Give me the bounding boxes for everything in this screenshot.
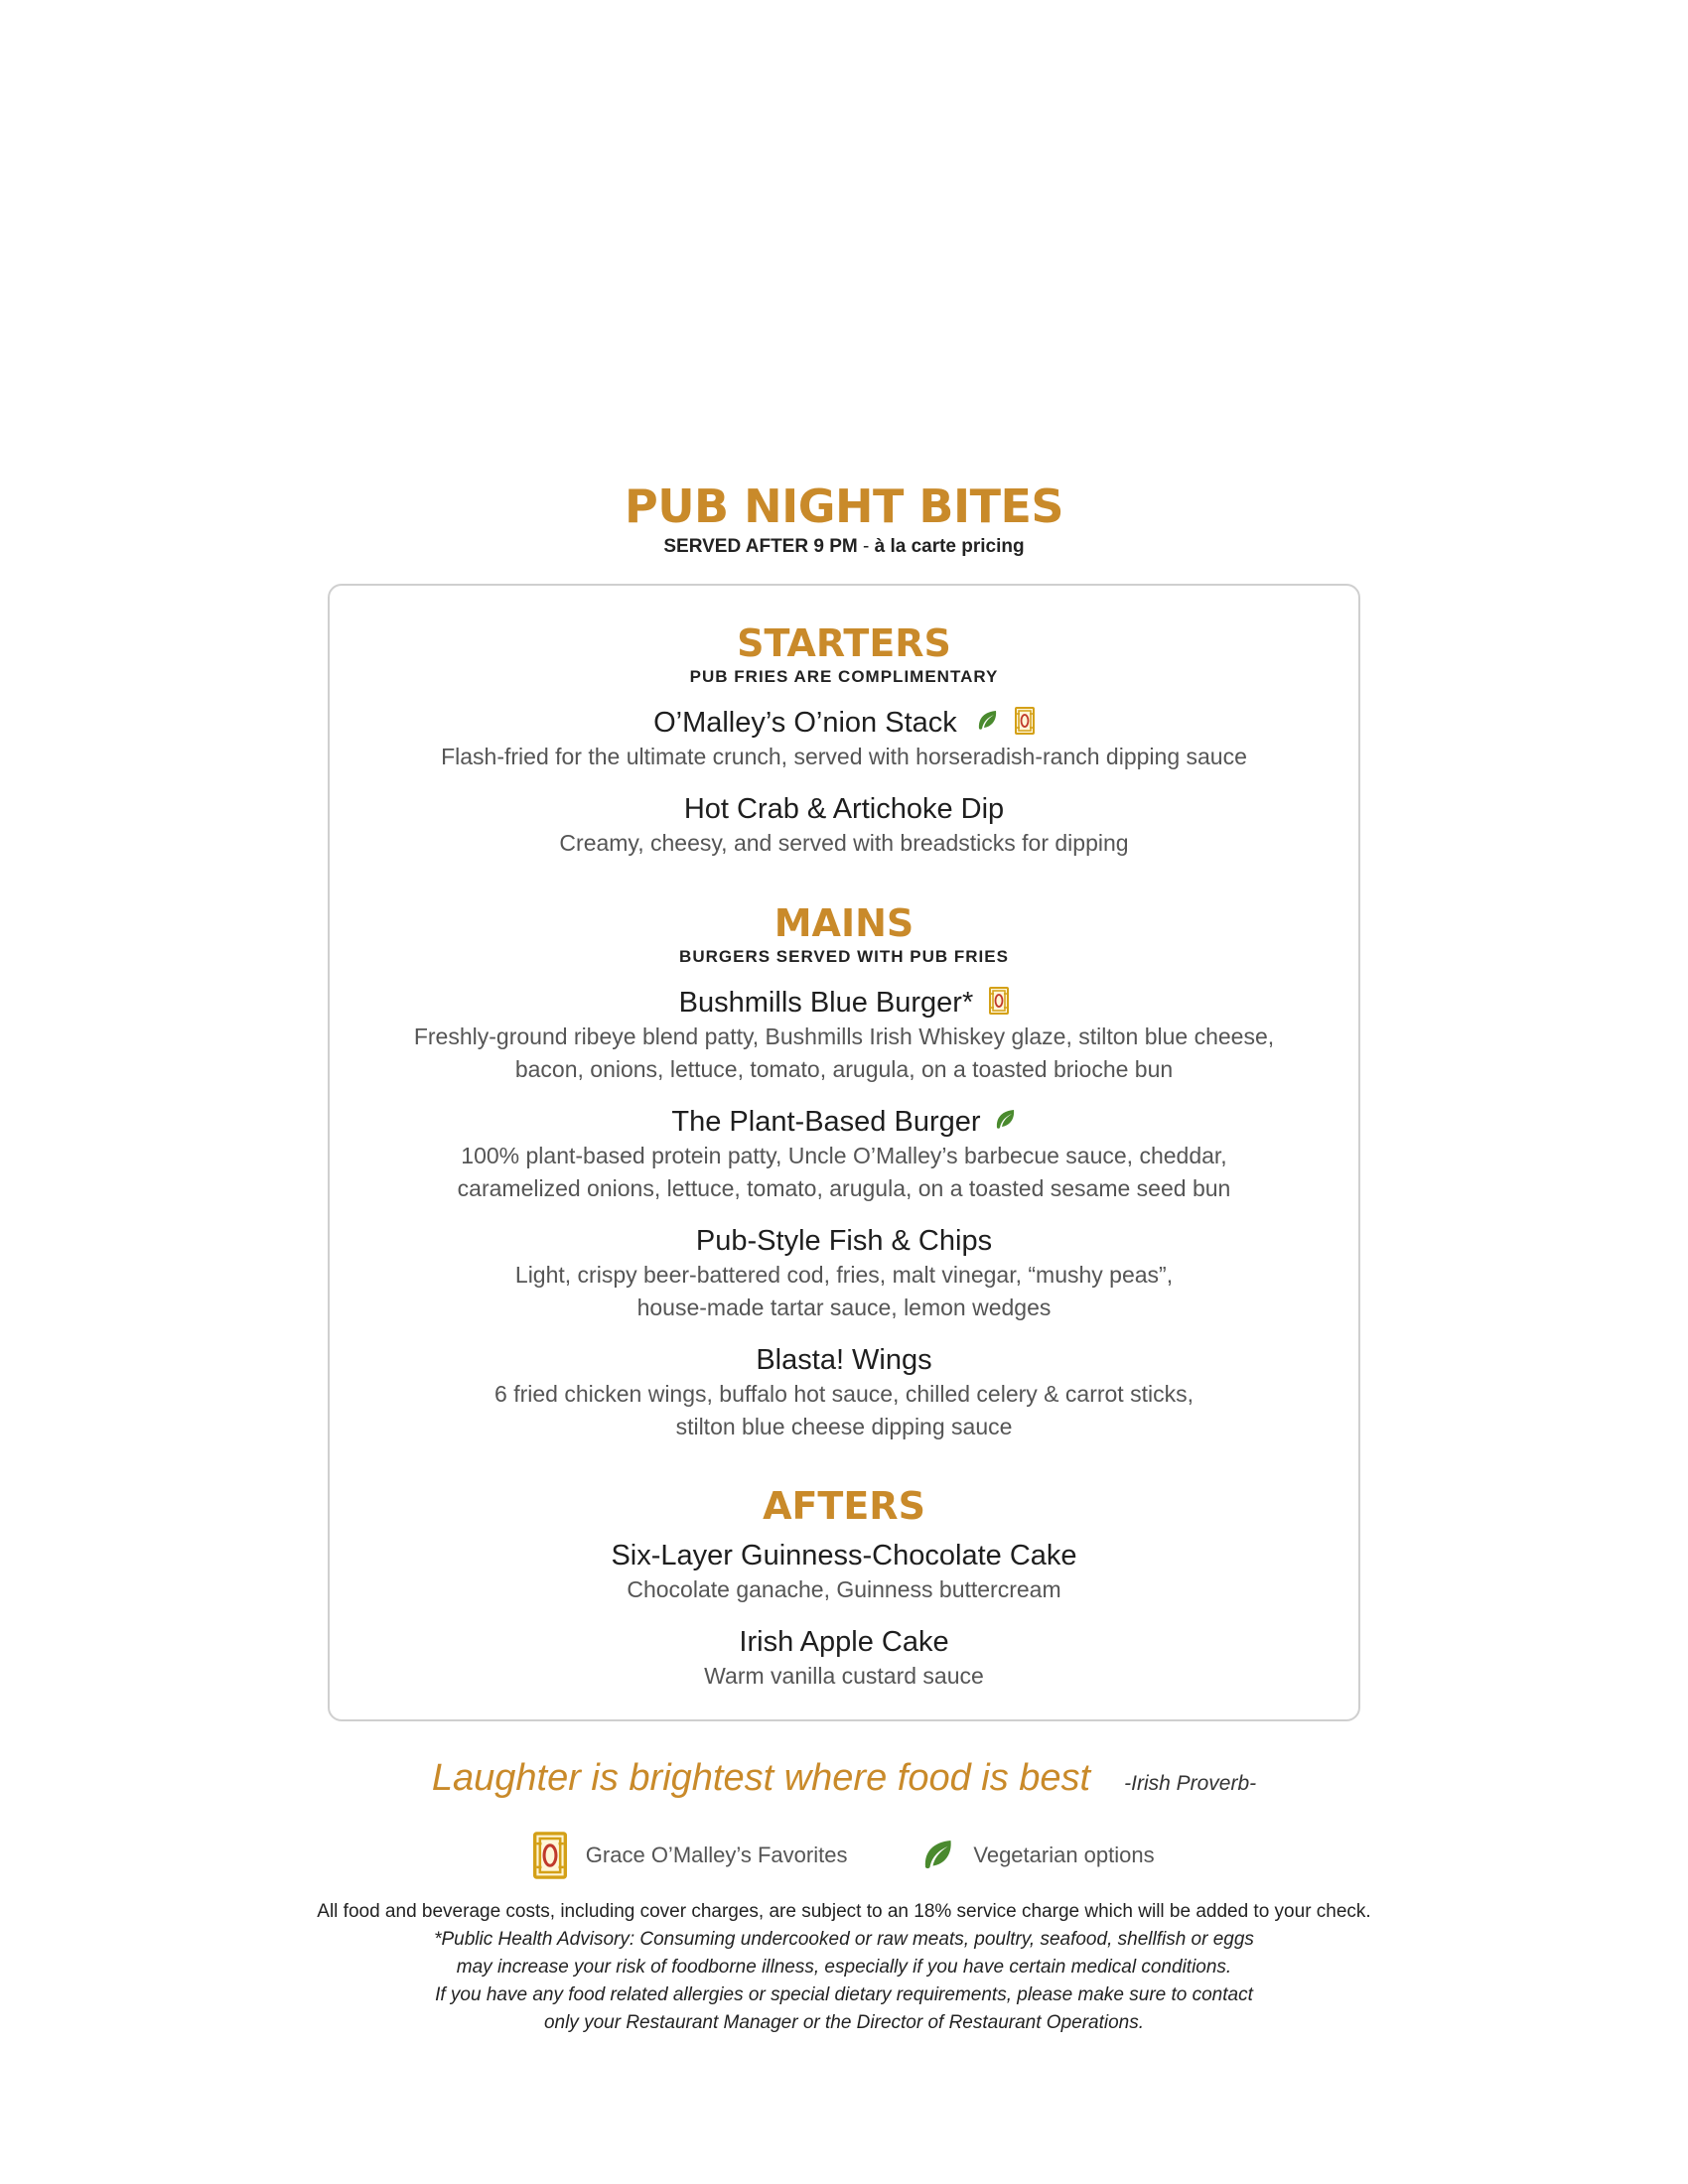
leaf-icon (975, 709, 999, 733)
starters-section (330, 621, 1358, 860)
omalley-badge-icon (989, 987, 1009, 1015)
item-description: Creamy, cheesy, and served with breadsticks for dipping (559, 830, 1129, 856)
item-description-line: 6 fried chicken wings, buffalo hot sauce, chilled celery & carrot sticks, (494, 1381, 1194, 1407)
item-description-line: Freshly-ground ribeye blend patty, Bushmills Irish Whiskey glaze, stilton blue cheese, (413, 1024, 1275, 1049)
leaf-icon (993, 1108, 1017, 1132)
item-name: The Plant-Based Burger (671, 1106, 981, 1138)
mains-section (330, 901, 1358, 1443)
proverb-text: Laughter is brightest where food is best (431, 1757, 1091, 1799)
menu-item (330, 1223, 1358, 1324)
menu-item (330, 1104, 1358, 1205)
section-title-afters: AFTERS (763, 1484, 925, 1528)
health-advisory-line: *Public Health Advisory: Consuming undercooked or raw meats, poultry, seafood, shellfish or eggs (434, 1929, 1254, 1950)
legend-favorites (533, 1832, 847, 1879)
omalley-badge-icon (1015, 707, 1035, 735)
proverb (0, 1757, 1688, 1800)
item-description-line: house-made tartar sauce, lemon wedges (636, 1295, 1052, 1320)
section-subtitle-mains: BURGERS SERVED WITH PUB FRIES (679, 947, 1009, 966)
item-name: Hot Crab & Artichoke Dip (683, 793, 1005, 825)
item-name: Bushmills Blue Burger* (678, 987, 974, 1019)
item-name: Six-Layer Guinness-Chocolate Cake (611, 1540, 1077, 1571)
served-line (0, 536, 1688, 558)
section-subtitle-starters: PUB FRIES ARE COMPLIMENTARY (689, 667, 999, 686)
pricing-note: à la carte pricing (874, 536, 1025, 557)
item-description: Chocolate ganache, Guinness buttercream (627, 1576, 1061, 1602)
item-name-wrap (330, 705, 1358, 741)
leaf-icon (919, 1838, 955, 1873)
served-time: SERVED AFTER 9 PM (663, 536, 858, 557)
item-name: Irish Apple Cake (739, 1626, 949, 1658)
menu-item (330, 985, 1358, 1086)
item-description-line: Light, crispy beer-battered cod, fries, malt vinegar, “mushy peas”, (514, 1262, 1174, 1288)
health-advisory-line: may increase your risk of foodborne illness, especially if you have certain medical conditions. (456, 1957, 1232, 1978)
page-header (0, 478, 1688, 558)
item-description-line: stilton blue cheese dipping sauce (675, 1414, 1013, 1439)
menu-title: PUB NIGHT BITES (624, 479, 1063, 533)
icon-legend (0, 1832, 1688, 1879)
section-title-starters: STARTERS (737, 621, 951, 665)
legend-favorites-label: Grace O’Malley’s Favorites (585, 1843, 848, 1867)
section-title-mains: MAINS (774, 901, 914, 945)
served-separator: - (857, 536, 875, 557)
item-name-wrap (330, 1104, 1358, 1140)
menu-item (330, 1624, 1358, 1693)
item-name-wrap (330, 985, 1358, 1021)
item-description: Warm vanilla custard sauce (704, 1663, 984, 1689)
menu-item (330, 1538, 1358, 1606)
health-advisory-line: only your Restaurant Manager or the Director of Restaurant Operations. (543, 2012, 1145, 2033)
menu-item (330, 1342, 1358, 1443)
legend-vegetarian-label: Vegetarian options (973, 1843, 1155, 1867)
item-name: Blasta! Wings (756, 1344, 932, 1376)
legend-vegetarian (919, 1838, 1155, 1873)
item-name: O’Malley’s O’nion Stack (653, 707, 957, 739)
proverb-source: -Irish Proverb- (1124, 1772, 1257, 1795)
health-advisory-line: If you have any food related allergies or special dietary requirements, please make sure to contact (435, 1984, 1253, 2005)
item-description-line: caramelized onions, lettuce, tomato, arugula, on a toasted sesame seed bun (457, 1175, 1231, 1201)
afters-section (330, 1484, 1358, 1693)
item-description: Flash-fried for the ultimate crunch, served with horseradish-ranch dipping sauce (441, 744, 1247, 769)
service-charge-note: All food and beverage costs, including cover charges, are subject to an 18% service charge which will be added to your check. (317, 1901, 1371, 1922)
menu-item (330, 791, 1358, 860)
item-description-line: 100% plant-based protein patty, Uncle O’Malley’s barbecue sauce, cheddar, (461, 1143, 1227, 1168)
item-name: Pub-Style Fish & Chips (695, 1225, 993, 1257)
omalley-badge-icon (533, 1832, 567, 1879)
item-description-line: bacon, onions, lettuce, tomato, arugula, on a toasted brioche bun (514, 1056, 1174, 1082)
disclaimer (0, 1898, 1688, 2037)
menu-item (330, 705, 1358, 773)
menu-box (328, 584, 1360, 1721)
